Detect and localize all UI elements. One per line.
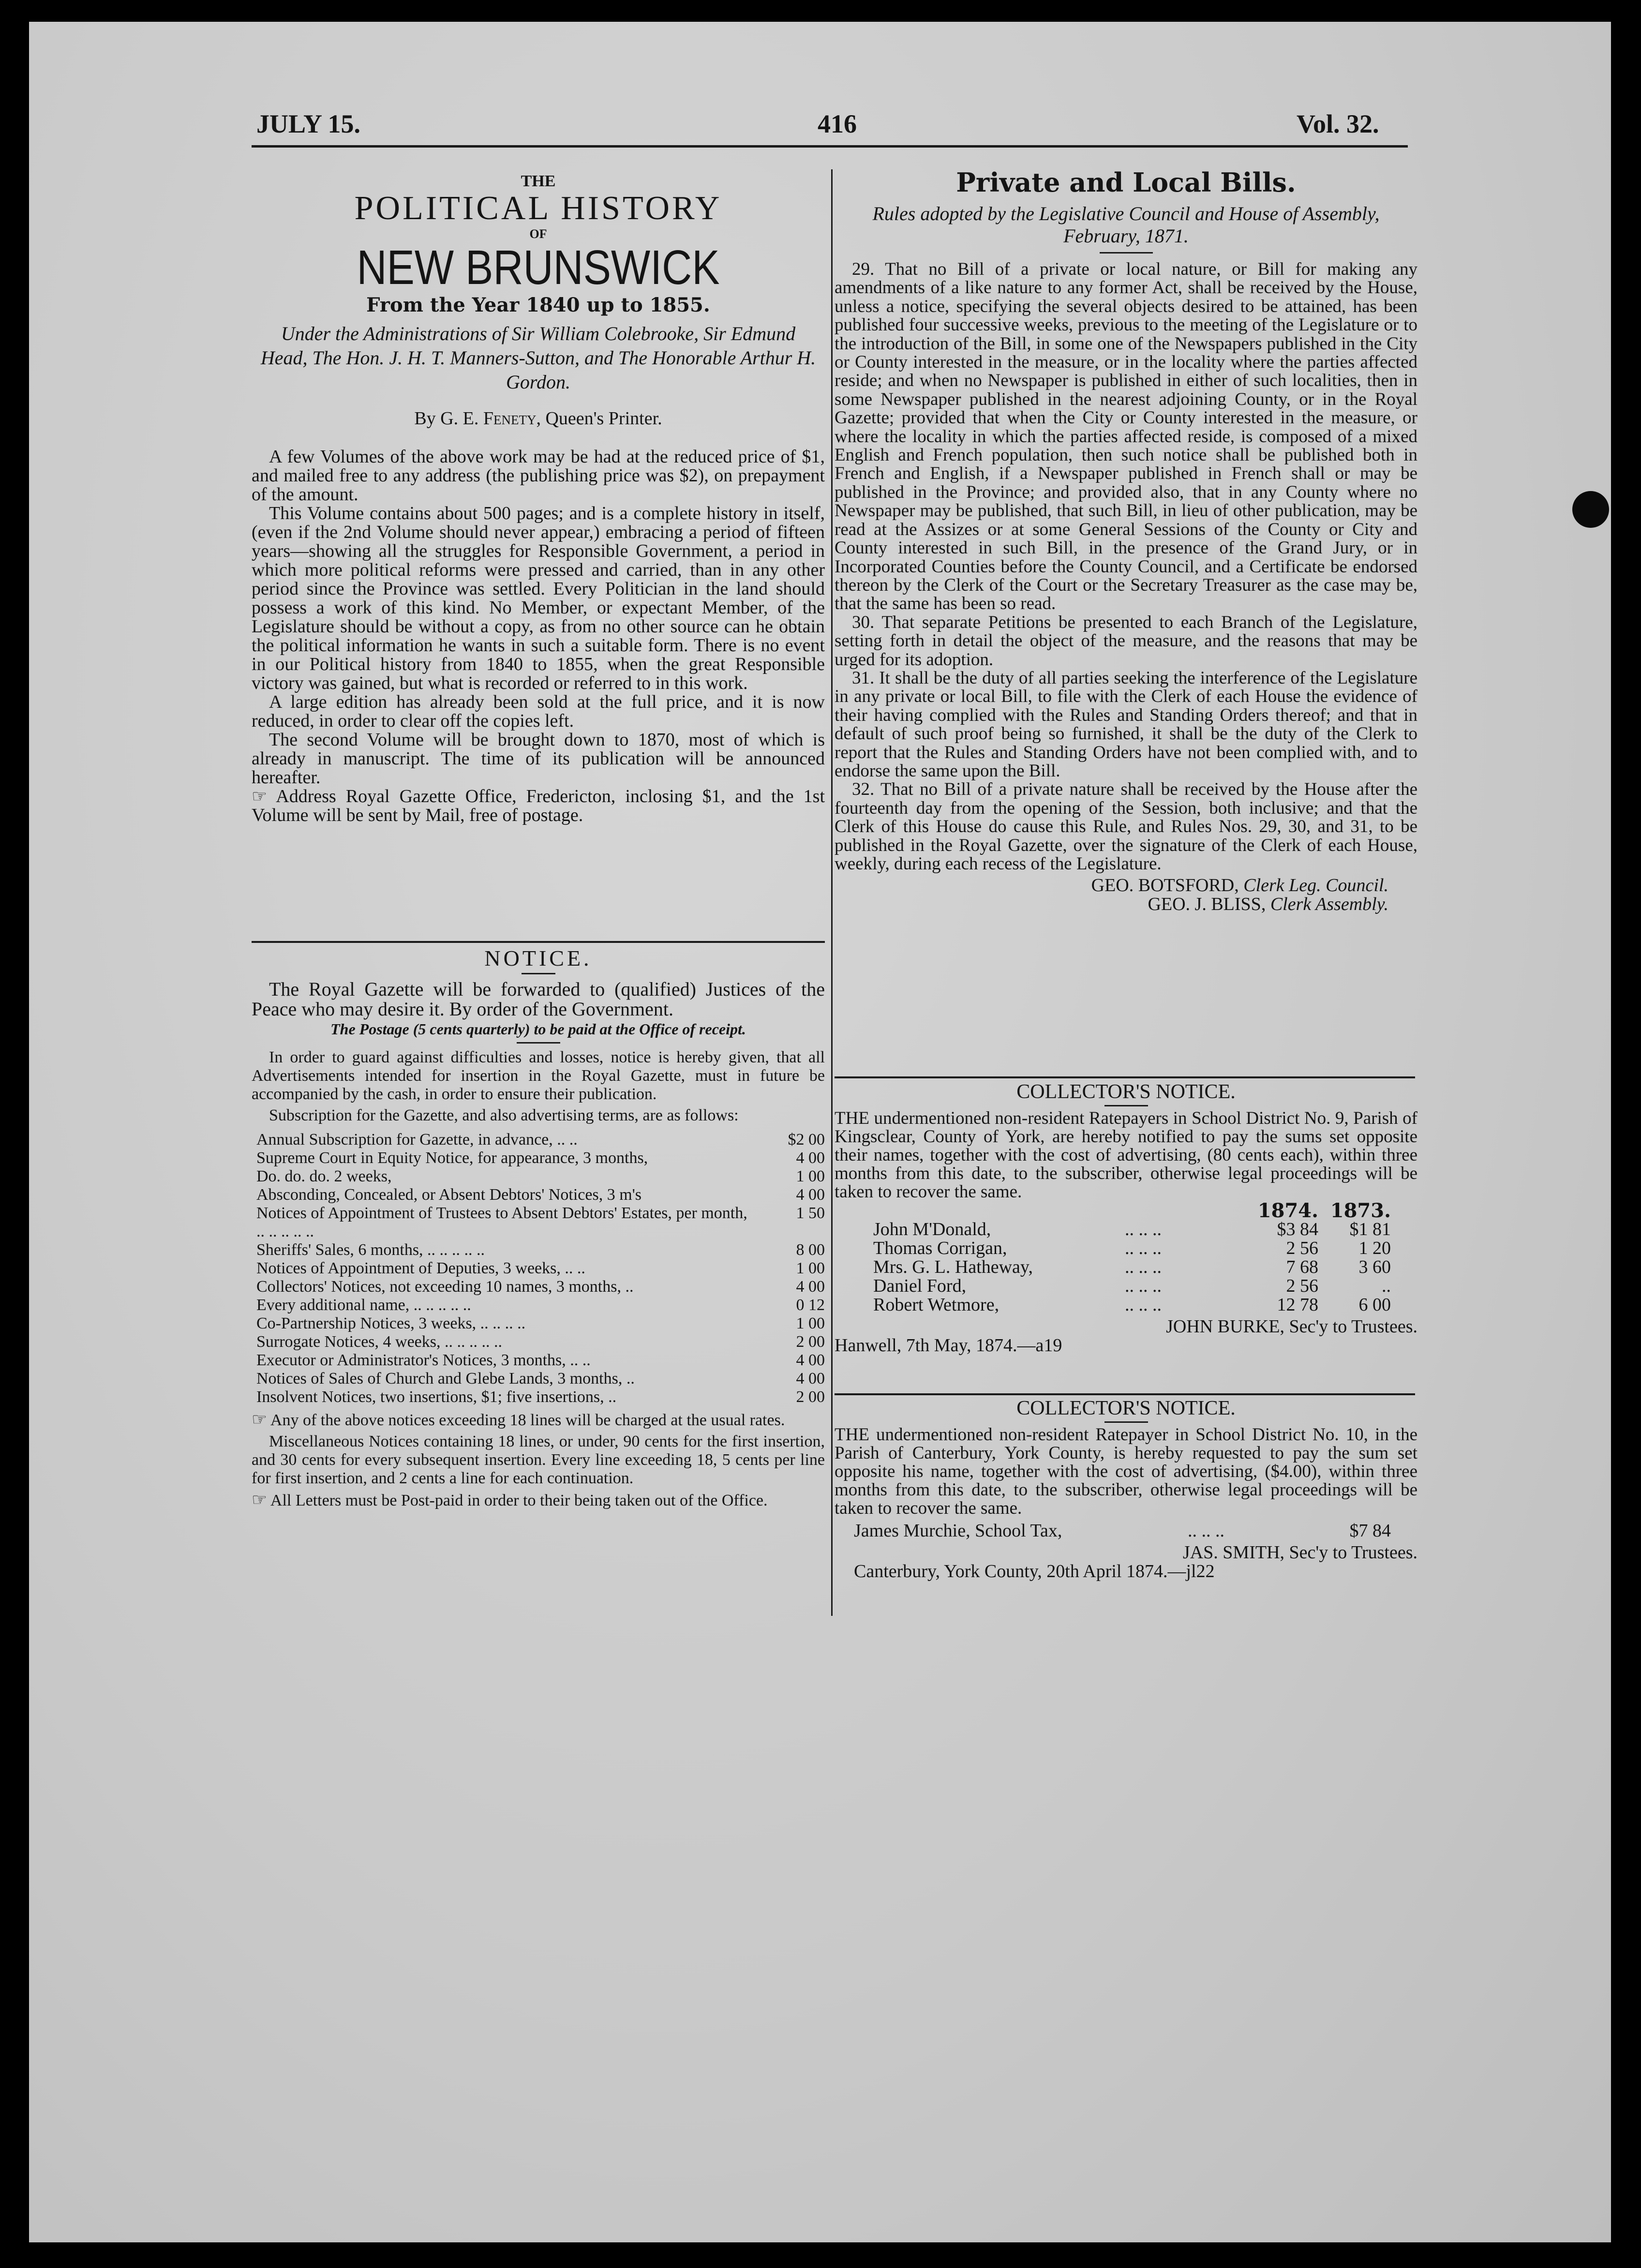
rate-row: [256, 1241, 825, 1259]
rate-row: [256, 1186, 825, 1204]
signature-assembly: [835, 895, 1417, 914]
right-section-rule-2: [835, 1393, 1415, 1395]
rate-label: Do. do. do. 2 weeks,: [256, 1167, 392, 1185]
coll2-amount: $7 84: [1349, 1521, 1391, 1541]
coll1-amount-1873: $1 81: [1349, 1219, 1391, 1239]
coll1-amount-1874: 2 56: [1286, 1238, 1318, 1258]
sig-assembly-title: Clerk Assembly.: [1270, 894, 1388, 915]
rate-value: 4 00: [796, 1149, 825, 1167]
coll1-name: Daniel Ford,: [873, 1276, 967, 1296]
notice-excess-text: Any of the above notices exceeding 18 lines will be charged at the usual rates.: [270, 1411, 785, 1429]
signature-council: [835, 876, 1417, 895]
rate-label: Notices of Appointment of Trustees to Absent Debtors' Estates, per month, .. .. .. .. ..: [256, 1204, 747, 1240]
sig-council-title: Clerk Leg. Council.: [1243, 875, 1388, 896]
rate-row: [256, 1149, 825, 1167]
notice-gazette-text: The Royal Gazette will be forwarded to (qualified) Justices of the Peace who may desire it. By order of the Government.: [252, 978, 825, 1020]
volume-number: Vol. 32.: [1297, 109, 1379, 138]
rate-value: 4 00: [796, 1278, 825, 1296]
rate-value: 4 00: [796, 1370, 825, 1388]
by-prefix: By: [414, 408, 436, 429]
notice-title-rule: [522, 973, 555, 974]
coll1-name: John M'Donald,: [873, 1219, 991, 1239]
bills-title: Private and Local Bills.: [956, 167, 1296, 198]
left-section-rule: [252, 941, 825, 943]
rates-list: [252, 1131, 825, 1406]
rate-value: 2 00: [796, 1388, 825, 1406]
pointing-hand-icon: ☞: [252, 1490, 268, 1509]
coll1-amount-1874: 2 56: [1286, 1276, 1318, 1296]
rate-row: [256, 1259, 825, 1278]
rate-row: [256, 1204, 825, 1241]
coll1-name: Thomas Corrigan,: [873, 1238, 1007, 1258]
rate-label: Notices of Sales of Church and Glebe Lands, 3 months, ..: [256, 1370, 635, 1388]
rate-row: [256, 1278, 825, 1296]
coll1-dots: .. .. ..: [1125, 1219, 1162, 1239]
coll1-title-rule: [1104, 1105, 1148, 1106]
rate-row: [256, 1296, 825, 1314]
author-title: Queen's Printer.: [545, 408, 662, 429]
coll1-signature: JOHN BURKE, Sec'y to Trustees.: [1166, 1316, 1417, 1337]
coll2-title-rule: [1104, 1421, 1148, 1423]
coll1-title: COLLECTOR'S NOTICE.: [1016, 1081, 1236, 1103]
rule-30: 30. That separate Petitions be presented to each Branch of the Legislature, setting forth in detail the object of the measure, and the reasons that may be urged for its adoption.: [835, 612, 1417, 670]
coll2-date: Canterbury, York County, 20th April 1874.—jl22: [854, 1561, 1215, 1582]
rate-value: 4 00: [796, 1186, 825, 1204]
ad-paragraph-1: A few Volumes of the above work may be had at the reduced price of $1, and mailed free to any address (the publishing price was $2), on prepayment of the amount.: [252, 447, 825, 505]
coll1-year-1874: 1874.: [1257, 1199, 1318, 1222]
header-rule: [252, 145, 1408, 148]
rate-value: $2 00: [788, 1131, 825, 1149]
rule-29: 29. That no Bill of a private or local nature, or Bill for making any amendments of a like nature to any former Act, shall be received by the House, unless a notice, specifying the several objects desired to be attained, has been published four successive weeks, previous to the meeting of the Legislature or to the introduction of the Bill, in some one of the Newspapers published in the City or County interested in the measure, or in the locality where the parties affected reside; and when no Newspaper is published in either of such localities, then in some Newspaper published in the nearest adjoining County, or in the Royal Gazette; provided that when the City or County interested in the measure, or where the locality in which the parties affected reside, is composed of a mixed English and French population, then such notice shall be published both in French and English, if a Newspaper published in French shall or may be published in the Province; and provided also, that in any County where no Newspaper may be published, that such Bill, in lieu of other publication, may be read at the Assizes or at some General Sessions of the County or City and County interested in such Bill, in the presence of the Grand Jury, or in Incorporated Counties before the County Council, and a Certificate be endorsed thereon by the Clerk of the Court or the Secretary Treasurer as the case may be, that the same has been so read.: [835, 259, 1417, 614]
rate-label: Executor or Administrator's Notices, 3 months, .. ..: [256, 1351, 591, 1369]
pointing-hand-icon: ☞: [252, 787, 268, 806]
book-title-line1: POLITICAL HISTORY: [354, 190, 722, 227]
rate-value: 0 12: [796, 1296, 825, 1314]
rate-label: Sheriffs' Sales, 6 months, .. .. .. .. ..: [256, 1241, 485, 1259]
rate-row: [256, 1388, 825, 1406]
rate-row: [256, 1351, 825, 1370]
notice-letters: [252, 1491, 825, 1510]
rate-label: Annual Subscription for Gazette, in advance, .. ..: [256, 1131, 578, 1149]
bills-subtitle: Rules adopted by the Legislative Council and House of Assembly, February, 1871.: [872, 203, 1380, 247]
sig-council-name: GEO. BOTSFORD,: [1091, 875, 1239, 896]
ad-paragraph-3: A large edition has already been sold at the full price, and it is now reduced, in order to clear off the copies left.: [252, 692, 825, 731]
notice-excess-lines: [252, 1410, 825, 1430]
ad-address-text: Address Royal Gazette Office, Fredericton, inclosing $1, and the 1st Volume will be sent by Mail, free of postage.: [252, 786, 825, 825]
coll1-dots: .. .. ..: [1125, 1257, 1162, 1277]
sig-assembly-name: GEO. J. BLISS,: [1148, 894, 1266, 915]
coll2-title: COLLECTOR'S NOTICE.: [1016, 1397, 1236, 1419]
rule-32: 32. That no Bill of a private nature shall be received by the House after the fourteenth day from the opening of the Session, both inclusive; and that the Clerk of this House do cause this Rule, and Rules Nos. 29, 30, and 31, to be published in the Royal Gazette, over the signature of the Clerk of each House, weekly, during each recess of the Legislature.: [835, 779, 1417, 874]
punch-hole: [1572, 491, 1609, 528]
ad-paragraph-2: This Volume contains about 500 pages; and is a complete history in itself, (even if the 2nd Volume should never appear,) embracing a period of fifteen years—showing all the struggles for Responsible Government, a period in which more political reforms were pressed and carried, than in any other period since the Province was settled. Every Politician in the land should possess a work of this kind. No Member, or expectant Member, of the Legislature should be without a copy, as from no other source can he obtain the political information he wants in such a suitable form. There is no event in our Political history from 1840 to 1855, when the great Responsible victory was gained, but what is recorded or referred to in this work.: [252, 503, 825, 693]
rate-label: Insolvent Notices, two insertions, $1; five insertions, ..: [256, 1388, 617, 1406]
notice-postage-rule: [517, 1042, 560, 1044]
rate-row: [256, 1167, 825, 1186]
rate-row: [256, 1314, 825, 1333]
rate-value: 1 50: [796, 1204, 825, 1222]
of-label: OF: [529, 227, 547, 241]
notice-terms-intro: Subscription for the Gazette, and also advertising terms, are as follows:: [269, 1106, 739, 1124]
coll2-signature: JAS. SMITH, Sec'y to Trustees.: [1182, 1542, 1417, 1563]
author-name: G. E. Fenety,: [440, 408, 541, 429]
rate-value: 1 00: [796, 1259, 825, 1277]
bills-subtitle-rule: [1100, 252, 1153, 254]
coll1-dots: .. .. ..: [1125, 1238, 1162, 1258]
left-column: [252, 172, 825, 825]
rate-label: Collectors' Notices, not exceeding 10 names, 3 months, ..: [256, 1278, 634, 1296]
collectors-notice-1: [835, 1080, 1417, 1355]
rate-row: [256, 1370, 825, 1388]
notice-miscellaneous-text: Miscellaneous Notices containing 18 lines, or under, 90 cents for the first insertion, and 30 cents for every subsequent insertion. Every line exceeding 18, 5 cents per line for first insertion, and 2 cents a line for each continuation.: [252, 1432, 825, 1487]
coll1-amount-1873: 3 60: [1358, 1257, 1391, 1277]
coll1-name: Robert Wetmore,: [873, 1295, 1000, 1315]
coll1-year-1873: 1873.: [1330, 1199, 1391, 1222]
notice-title: NOTICE.: [484, 946, 592, 970]
right-section-rule-1: [835, 1076, 1415, 1078]
collectors-notice-2: [835, 1396, 1417, 1581]
coll1-amount-1873: ..: [1382, 1276, 1391, 1296]
coll1-name: Mrs. G. L. Hatheway,: [873, 1257, 1033, 1277]
rate-label: Notices of Appointment of Deputies, 3 weeks, .. ..: [256, 1259, 585, 1277]
coll1-dots: .. .. ..: [1125, 1295, 1162, 1315]
ad-paragraph-4: The second Volume will be brought down to 1870, most of which is already in manuscript. The time of its publication will be announced hereafter.: [252, 730, 825, 788]
page-number: 416: [818, 109, 857, 138]
rate-label: Supreme Court in Equity Notice, for appearance, 3 months,: [256, 1149, 648, 1167]
coll1-date: Hanwell, 7th May, 1874.—a19: [835, 1335, 1062, 1356]
book-subtitle: Under the Administrations of Sir William Colebrooke, Sir Edmund Head, The Hon. J. H. T. Manners-Sutton, and The Honorable Arthur H. Gordon.: [260, 323, 816, 393]
right-column: [835, 167, 1417, 914]
coll1-amount-1873: 1 20: [1358, 1238, 1391, 1258]
coll1-amount-1874: 12 78: [1277, 1295, 1318, 1315]
notice-section: [252, 946, 825, 1510]
rate-row: [256, 1333, 825, 1351]
notice-advertising-text: In order to guard against difficulties and losses, notice is hereby given, that all Advertisements intended for insertion in the Royal Gazette, must in future be accompanied by the cash, in order to ensure their publication.: [252, 1048, 825, 1103]
coll1-amount-1873: 6 00: [1358, 1295, 1391, 1315]
pointing-hand-icon: ☞: [252, 1410, 268, 1429]
book-years: From the Year 1840 up to 1855.: [366, 294, 710, 316]
book-title-line2: NEW BRUNSWICK: [357, 240, 720, 295]
notice-letters-text: All Letters must be Post-paid in order to their being taken out of the Office.: [270, 1492, 768, 1509]
rate-row: [256, 1131, 825, 1149]
the-label: THE: [521, 172, 556, 190]
coll1-table: [835, 1201, 1417, 1220]
coll1-rows: [835, 1220, 1417, 1314]
rate-label: Co-Partnership Notices, 3 weeks, .. .. .. ..: [256, 1314, 526, 1332]
rate-label: Absconding, Concealed, or Absent Debtors' Notices, 3 m's: [256, 1186, 642, 1204]
rate-label: Every additional name, .. .. .. .. ..: [256, 1296, 471, 1314]
coll1-amount-1874: 7 68: [1286, 1257, 1318, 1277]
rate-label: Surrogate Notices, 4 weeks, .. .. .. .. ..: [256, 1333, 503, 1351]
book-author: [252, 408, 825, 429]
rule-31: 31. It shall be the duty of all parties seeking the interference of the Legislature in any private or local Bill, to file with the Clerk of each House the evidence of their having complied with the Rules and Standing Orders thereof; and that in default of such proof being so furnished, it shall be the duty of the Clerk to report that the Rules and Standing Orders have not been complied with, and to endorse the same upon the Bill.: [835, 668, 1417, 781]
ad-paragraph-5: [252, 787, 825, 825]
rate-value: 1 00: [796, 1167, 825, 1185]
rate-value: 8 00: [796, 1241, 825, 1259]
coll2-name: James Murchie, School Tax,: [854, 1521, 1062, 1541]
notice-postage-text: The Postage (5 cents quarterly) to be paid at the Office of receipt.: [330, 1020, 746, 1038]
coll2-row: [835, 1522, 1417, 1540]
coll1-amount-1874: $3 84: [1277, 1219, 1318, 1239]
coll1-text: THE undermentioned non-resident Ratepayers in School District No. 9, Parish of Kingsclear, County of York, are hereby notified to pay the sums set opposite their names, together with the cost of advertising, (80 cents each), within three months from this date, to the subscriber, otherwise legal proceedings will be taken to recover the same.: [835, 1108, 1417, 1202]
column-divider: [831, 169, 833, 1616]
issue-date: JULY 15.: [256, 109, 361, 138]
coll1-dots: .. .. ..: [1125, 1276, 1162, 1296]
rate-value: 2 00: [796, 1333, 825, 1351]
coll2-text: THE undermentioned non-resident Ratepayer in School District No. 10, in the Parish of Canterbury, York County, is hereby requested to pay the sum set opposite his name, together with the cost of advertising, ($4.00), within three months from this date, to the subscriber, otherwise legal proceedings will be taken to recover the same.: [835, 1425, 1417, 1518]
rate-value: 1 00: [796, 1314, 825, 1332]
coll2-dots: .. .. ..: [1188, 1521, 1224, 1541]
rate-value: 4 00: [796, 1351, 825, 1369]
